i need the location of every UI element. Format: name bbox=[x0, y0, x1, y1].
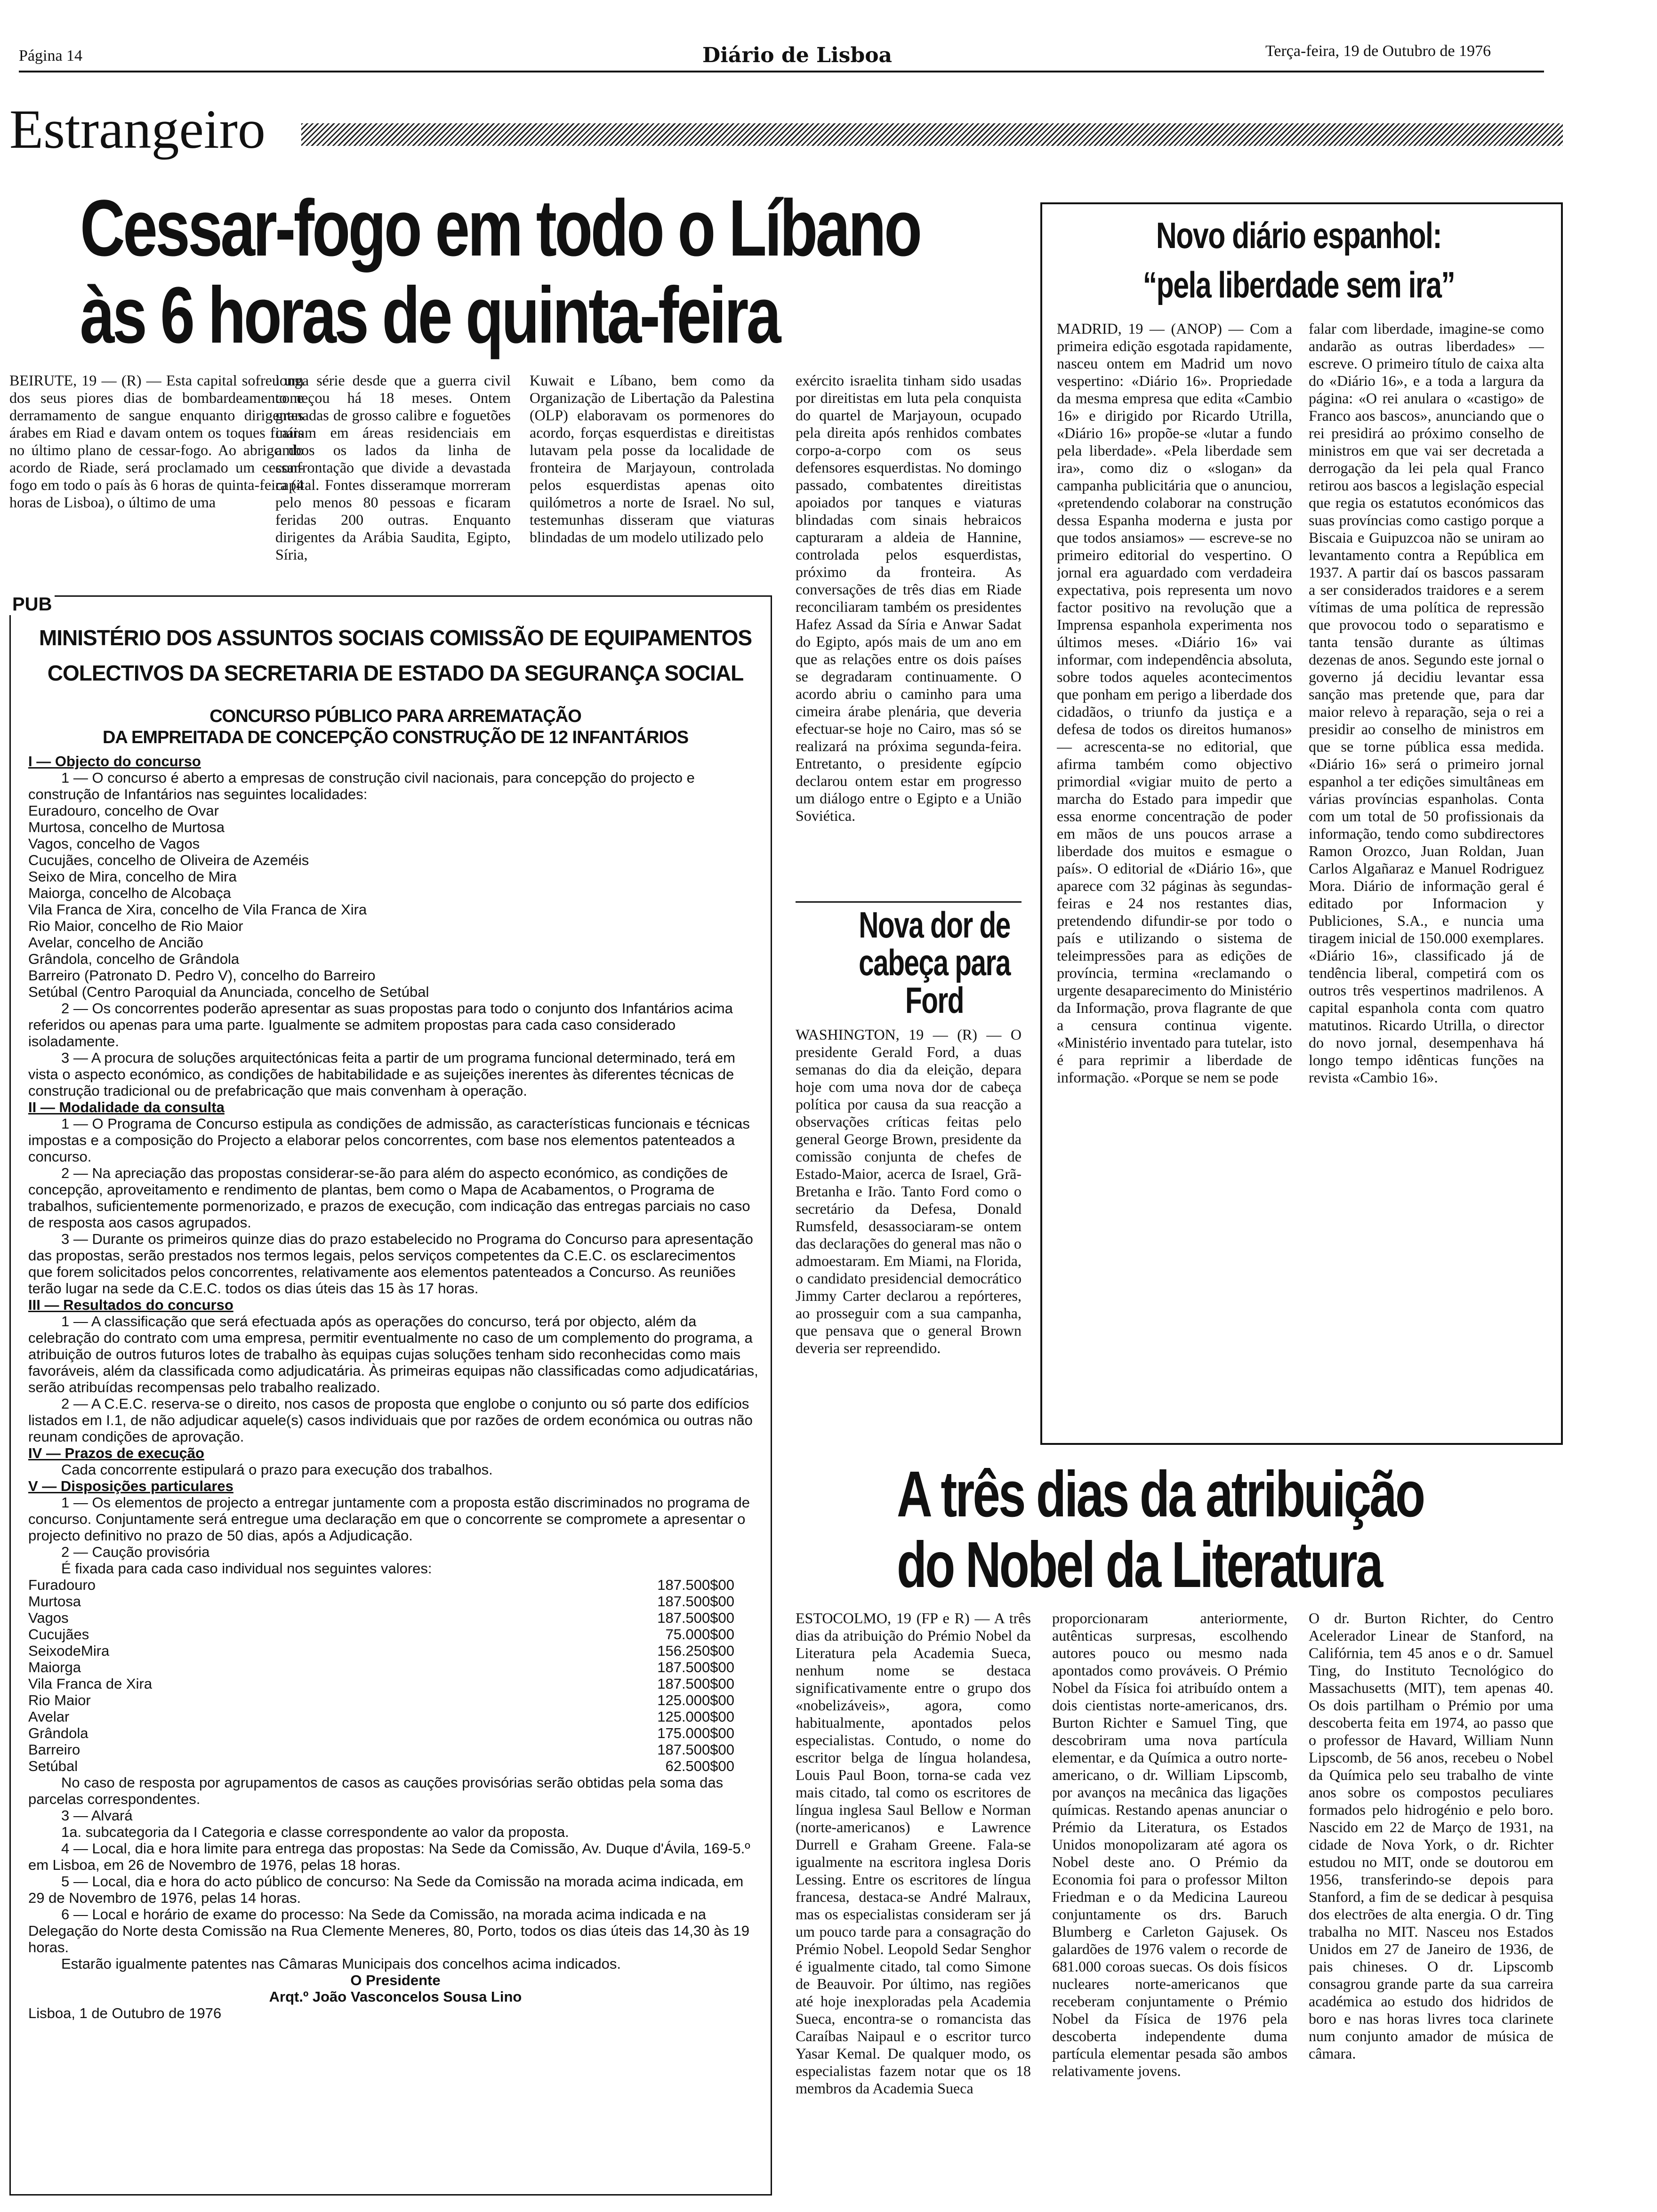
pub-location-item: Rio Maior, concelho de Rio Maior bbox=[28, 918, 243, 934]
pub-amount-value: 187.500$00 bbox=[657, 1593, 734, 1610]
pub-amount-place: Maiorga bbox=[28, 1659, 81, 1675]
pub-amount-place: Rio Maior bbox=[28, 1692, 91, 1708]
pub-location-item: Vila Franca de Xira, concelho de Vila Franca de Xira bbox=[28, 901, 367, 918]
spain-headline-line2: “pela liberdade sem ira” bbox=[1142, 264, 1455, 305]
pub-amount-place: Vagos bbox=[28, 1610, 69, 1626]
pub-sec5-p2b: É fixada para cada caso individual nos seguintes valores: bbox=[61, 1560, 432, 1577]
masthead-rule bbox=[19, 71, 1544, 72]
lebanon-column-1: BEIRUTE, 19 — (R) — Esta capital sofreu um dos seus piores dias de bombardeamento e derramamento de sangue enquanto dirigentes árabes em Riad e davam ontem os toques finais no último plano de cessar-fogo. Ao abrigo do acordo de Riade, será proclamado um cessar-fogo em todo o país às 6 horas de quinta-feira (4 horas de Lisboa), o último de uma bbox=[9, 372, 304, 511]
pub-location-item: Euradouro, concelho de Ovar bbox=[28, 802, 219, 819]
newspaper-name: Diário de Lisboa bbox=[697, 43, 898, 67]
pub-sec5-heading: V — Disposições particulares bbox=[28, 1478, 233, 1494]
lebanon-headline-line2: às 6 horas de quinta-feira bbox=[80, 271, 779, 360]
pub-amount-row bbox=[28, 1643, 734, 1659]
pub-amount-row bbox=[28, 1659, 734, 1675]
lebanon-column-4: exército israelita tinham sido usadas por direitistas em luta pela conquista do quartel de Marjayoun, ocupado pela direita após renhidos combates corpo-a-corpo com os seus defensores esquerdistas. No domingo passado, combatentes direitistas apoiados por tanques e viaturas blindadas com sinais hebraicos capturaram a aldeia de Hannine, controlada pelos esquerdistas, próximo da fronteira. As conversações de três dias em Riade reconciliaram também os presidentes Hafez Assad da Síria e Anwar Sadat do Egipto, após mais de um ano em que as relações entre os dois países se degradaram continuamente. O acordo abriu o caminho para uma cimeira árabe plenária, que deveria efectuar-se hoje no Cairo, mas só se realizará na próxima segunda-feira. Entretanto, o presidente egípcio declarou ontem estar em progresso um diálogo entre o Egipto e a União Soviética. bbox=[796, 372, 1022, 824]
nobel-headline-line2: do Nobel da Literatura bbox=[897, 1529, 1382, 1601]
pub-amount-place: Grândola bbox=[28, 1725, 88, 1741]
pub-sec1-p2: 2 — Os concorrentes poderão apresentar as suas propostas para todo o conjunto dos Infantários acima referidos ou apenas para uma parte. Igualmente se admitem propostas para cada caso considerado isoladamente. bbox=[28, 1000, 733, 1050]
section-title: Estrangeiro bbox=[9, 98, 265, 160]
pub-amount-row bbox=[28, 1610, 734, 1626]
nobel-column-1: ESTOCOLMO, 19 (FP e R) — A três dias da atribuição do Prémio Nobel da Literatura pela Academia Sueca, nenhum nome se destaca significativamente entre o grupo dos «nobelizáveis», agora, como habitualmente, apontados pelos especialistas. Contudo, o nome do escritor belga de língua holandesa, Louis Paul Boon, torna-se cada vez mais citado, tal como os escritores de língua inglesa Saul Bellow e Norman (norte-americanos) e Lawrence Durrell e Graham Greene. Fala-se igualmente na escritora inglesa Doris Lessing. Entre os escritores de língua francesa, destaca-se André Malraux, mas os especialistas consideram ser já um pouco tarde para a consagração do Prémio Nobel. Leopold Sedar Senghor é igualmente citado, tal como Simone de Beauvoir. Por último, nas regiões até hoje inexploradas pela Academia Sueca, encontra-se o romancista das Caraíbas Naipaul e o escritor turco Yasar Kemal. De qualquer modo, os especialistas fazem notar que os 18 membros da Academia Sueca bbox=[796, 1610, 1031, 2097]
pub-title-line2: COLECTIVOS DA SECRETARIA DE ESTADO DA SEGURANÇA SOCIAL bbox=[47, 661, 744, 685]
pub-sec5-p2: 2 — Caução provisória bbox=[61, 1544, 210, 1560]
pub-subtitle-line2: DA EMPREITADA DE CONCEPÇÃO CONSTRUÇÃO DE 12 INFANTÁRIOS bbox=[102, 728, 689, 747]
pub-amount-value: 62.500$00 bbox=[665, 1758, 734, 1774]
pub-amount-value: 187.500$00 bbox=[657, 1577, 734, 1593]
pub-sec1-p1: 1 — O concurso é aberto a empresas de construção civil nacionais, para concepção do projecto e construção de Infantários nas seguintes localidades: bbox=[28, 769, 695, 802]
pub-location-item: Grândola, concelho de Grândola bbox=[28, 951, 240, 967]
pub-amount-row bbox=[28, 1577, 734, 1593]
pub-location-item: Seixo de Mira, concelho de Mira bbox=[28, 868, 237, 885]
pub-sec1-heading: I — Objecto do concurso bbox=[28, 753, 201, 769]
spain-column-2: falar com liberdade, imagine-se como andarão as outras liberdades» — escreve. O primeiro título de caixa alta do «Diário 16», e a toda a largura da página: «O rei anulara o «castigo» de Franco aos bascos», anunciando que o rei presidirá ao próximo conselho de ministros em que vai ser decretada a derrogação da lei pela qual Franco retirou aos bascos a legislação especial que regia os estatutos económicos das suas províncias como castigo porque a Biscaia e Guipuzcoa não se uniram ao levantamento contra a República em 1937. A partir daí os bascos passaram a ser considerados traidores e a serem vítimas de uma política de repressão que provocou todo o separatismo e tanta tensão durante as últimas dezenas de anos. Segundo este jornal o governo já decidiu levantar essa sanção mas pretende que, para dar maior relevo à reparação, seja o rei a presidir ao conselho de ministros em que se torne pública essa medida. «Diário 16» será o primeiro jornal espanhol a ter edições simultâneas em várias províncias espanholas. Conta com um total de 50 profissionais da informação, tendo como subdirectores Ramon Orozco, Juan Roldan, Juan Carlos Algañaraz e Manuel Rodriguez Mora. Diário de informação geral é editado por Informacion y Publiciones, S.A., e nuncia uma tiragem inicial de 150.000 exemplares. «Diário 16», classificado já de tendência liberal, competirá com os outros três vespertinos madrilenos. A capital espanhola conta com quatro matutinos. Ricardo Utrilla, o director do novo jornal, desempenhava há longo tempo idênticas funções na revista «Cambio 16». bbox=[1309, 320, 1544, 1086]
pub-amount-value: 125.000$00 bbox=[657, 1692, 734, 1708]
pub-amount-row bbox=[28, 1725, 734, 1741]
pub-amount-place: Furadouro bbox=[28, 1577, 96, 1593]
pub-location-item: Barreiro (Patronato D. Pedro V), concelho do Barreiro bbox=[28, 967, 376, 984]
pub-amount-row bbox=[28, 1708, 734, 1725]
pub-amount-place: Murtosa bbox=[28, 1593, 81, 1610]
pub-location-list bbox=[28, 802, 763, 1000]
pub-sec3-p2: 2 — A C.E.C. reserva-se o direito, nos casos de proposta que englobe o conjunto ou só parte dos edifícios listados em I.1, de não adjudicar aquele(s) casos individuais que por razões de ordem económica ou outras não reunam condições de aprovação. bbox=[28, 1395, 753, 1445]
pub-amount-value: 175.000$00 bbox=[657, 1725, 734, 1741]
pub-amount-value: 75.000$00 bbox=[665, 1626, 734, 1643]
pub-amount-value: 125.000$00 bbox=[657, 1708, 734, 1725]
pub-amount-row bbox=[28, 1692, 734, 1708]
pub-amount-row bbox=[28, 1593, 734, 1610]
pub-signoff-role: O Presidente bbox=[350, 1972, 441, 1988]
pub-sec5-p3: 3 — Alvará bbox=[61, 1807, 133, 1824]
lebanon-column-2: longa série desde que a guerra civil começou há 18 meses. Ontem granadas de grosso calibre e foguetões caíram em áreas residenciais em ambos os lados da linha de confrontação que divide a devastada capital. Fontes disseramque morreram pelo menos 80 pessoas e ficaram feridas 200 outras. Enquanto dirigentes da Arábia Saudita, Egipto, Síria, bbox=[275, 372, 511, 563]
pub-sec5-p2c: No caso de resposta por agrupamentos de casos as cauções provisórias serão obtidas pela soma das parcelas correspondentes. bbox=[28, 1774, 724, 1807]
pub-sec5-p3b: 1a. subcategoria da I Categoria e classe correspondente ao valor da proposta. bbox=[61, 1824, 569, 1840]
pub-sec5-p4: 4 — Local, dia e hora limite para entrega das propostas: Na Sede da Comissão, Av. Duque d'Ávila, 169-5.º em Lisboa, em 26 de Novembro de 1976, pelas 18 horas. bbox=[28, 1840, 750, 1873]
ford-top-rule bbox=[796, 901, 1022, 903]
pub-sec2-p3: 3 — Durante os primeiros quinze dias do prazo estabelecido no Programa do Concurso para apresentação das propostas, serão prestados nos termos legais, pelos serviços competentes da C.E.C. os esclarecimentos que forem solicitados pelos concorrentes, relativamente aos elementos patenteados a Concurso. As reuniões terão lugar na sede da C.E.C. todos os dias úteis das 15 às 17 horas. bbox=[28, 1231, 753, 1297]
pub-amount-place: Barreiro bbox=[28, 1741, 80, 1758]
nobel-column-2: proporcionaram anteriormente, autênticas surpresas, escolhendo autores pouco ou mesmo nada apontados como prováveis. O Prémio Nobel da Física foi atribuído ontem a dois cientistas norte-americanos, drs. Burton Richter e Samuel Ting, que descobriram uma nova partícula elementar, e da Química a outro norte-americano, o dr. William Lipscomb, por avanços na mecânica das ligações químicas. Restando apenas anunciar o Prémio da Literatura, os Estados Unidos monopolizaram até agora os Nobel deste ano. O Prémio da Economia foi para o professor Milton Friedman e o da Medicina Laureou conjuntamente os drs. Baruch Blumberg e Carleton Gajusek. Os galardões de 1976 valem o recorde de 681.000 coroas suecas. Os dois físicos nucleares norte-americanos que receberam conjuntamente o Prémio Nobel da Física de 1976 pela descoberta independente duma partícula elementar pesada são ambos relativamente jovens. bbox=[1052, 1610, 1287, 2079]
pub-amount-place: Setúbal bbox=[28, 1758, 78, 1774]
pub-sec1-p3: 3 — A procura de soluções arquitectónicas feita a partir de um programa funcional determinado, terá em vista o aspecto económico, as condições de habitabilidade e as sujeições inerentes às diferentes técnicas de construção tradicional ou de prefabricação que mais convenham à operação. bbox=[28, 1050, 735, 1099]
pub-sec4-heading: IV — Prazos de execução bbox=[28, 1445, 204, 1461]
pub-sec3-p1: 1 — A classificação que será efectuada após as operações do concurso, terá por objecto, além da celebração do contrato com uma empresa, permitir eventualmente no caso de um complemento do programa, a atribuição de outros futuros lotes de trabalho às equipas cujas soluções tenham sido reconhecidas como mais favoráveis, além da classificada como adjudicatária. Às primeiras equipas não classificadas como adjudicatárias, serão atribuídas recompensas pelo trabalho realizado. bbox=[28, 1313, 758, 1395]
section-hatch-bar bbox=[301, 123, 1563, 146]
pub-body bbox=[28, 753, 763, 2021]
pub-amount-row bbox=[28, 1675, 734, 1692]
pub-place-date: Lisboa, 1 de Outubro de 1976 bbox=[28, 2005, 222, 2021]
pub-amount-value: 187.500$00 bbox=[657, 1659, 734, 1675]
pub-title-line1: MINISTÉRIO DOS ASSUNTOS SOCIAIS COMISSÃO DE EQUIPAMENTOS bbox=[39, 625, 752, 650]
nobel-headline-line1: A três dias da atribuição bbox=[897, 1458, 1424, 1531]
pub-location-item: Vagos, concelho de Vagos bbox=[28, 835, 200, 852]
pub-location-item: Cucujães, concelho de Oliveira de Azeméis bbox=[28, 852, 309, 868]
pub-sec2-p1: 1 — O Programa de Concurso estipula as condições de admissão, as características funcionais e técnicas impostas e a composição do Projecto a elaborar pelos concorrentes, com base nos elementos patenteados a concurso. bbox=[28, 1115, 750, 1165]
spain-column-1: MADRID, 19 — (ANOP) — Com a primeira edição esgotada rapidamente, nasceu ontem em Madrid um novo vespertino: «Diário 16». Propriedade da mesma empresa que edita «Cambio 16» e dirigido por Ricardo Utrilla, «Diário 16» propõe-se «lutar a fundo pela liberdade». «Pela liberdade sem ira», como diz o «slogan» da campanha publicitária que o anunciou, «pretendendo colaborar na construção dessa Espanha moderna e justa por que todos ansiamos» — escreve-se no primeiro editorial do vespertino. O jornal era aguardado com verdadeira expectativa, pois representa um novo factor positivo na revolução que a Imprensa espanhola experimenta nos últimos meses. «Diário 16» vai informar, com independência absoluta, sobre todos aqueles acontecimentos que ponham em perigo a liberdade dos cidadãos, o triunfo da justiça e a defesa de todos os direitos humanos» — acrescenta-se no editorial, que afirma também como objectivo primordial «vigiar muito de perto a marcha do Estado para impedir que essa enorme concentração de poder em mãos de uns poucos arrase a liberdade dos muitos e esmague o país». O editorial de «Diário 16», que aparece com 32 páginas às segundas-feiras e 24 nos restantes dias, pretendendo difundir-se por todo o país e utilizando o sistema de teleimpressões para as edições de província, termina «reclamando o urgente desaparecimento do Ministério da Informação, prova flagrante de que a censura continua vigente. «Ministério inventado para tutelar, isto é para reprimir a liberdade de informação. «Porque se nem se pode bbox=[1057, 320, 1292, 1086]
pub-location-item: Murtosa, concelho de Murtosa bbox=[28, 819, 225, 835]
lebanon-column-3: Kuwait e Líbano, bem como da Organização de Libertação da Palestina (OLP) elaboravam os pormenores do acordo, forças esquerdistas e direitistas lutavam pela posse da localidade de fronteira de Marjayoun, controlada pelos esquerdistas apenas oito quilómetros a norte de Israel. No sul, testemunhas disseram que viaturas blindadas de um modelo utilizado pelo bbox=[530, 372, 774, 545]
pub-amount-row bbox=[28, 1758, 734, 1774]
pub-location-item: Avelar, concelho de Ancião bbox=[28, 934, 203, 951]
pub-amount-value: 187.500$00 bbox=[657, 1675, 734, 1692]
pub-amount-place: SeixodeMira bbox=[28, 1643, 110, 1659]
pub-amount-place: Vila Franca de Xira bbox=[28, 1675, 153, 1692]
issue-date: Terça-feira, 19 de Outubro de 1976 bbox=[1262, 42, 1495, 60]
pub-sec2-p2: 2 — Na apreciação das propostas considerar-se-ão para além do aspecto económico, as condições de concepção, aproveitamento e rendimento de plantas, bem como o Mapa de Acabamentos, o Programa de trabalhos, suficientemente pormenorizado, e prazos de execução, com indicação das entregas parciais no caso de resposta aos casos agrupados. bbox=[28, 1165, 750, 1231]
pub-sec2-heading: II — Modalidade da consulta bbox=[28, 1099, 225, 1115]
pub-amount-row bbox=[28, 1741, 734, 1758]
pub-sec4-p1: Cada concorrente estipulará o prazo para execução dos trabalhos. bbox=[61, 1461, 493, 1478]
pub-amount-table bbox=[28, 1577, 763, 1774]
pub-location-item: Setúbal (Centro Paroquial da Anunciada, concelho de Setúbal bbox=[28, 984, 429, 1000]
nobel-column-3: O dr. Burton Richter, do Centro Acelerador Linear de Stanford, na Califórnia, tem 45 anos e o dr. Samuel Ting, do Instituto Tecnológico do Massachusetts (MIT), tem apenas 40. Os dois partilham o Prémio por uma descoberta feita em 1974, ao passo que o professor de Havard, William Nunn Lipscomb, de 56 anos, recebeu o Nobel da Química pelo seu trabalho de vinte anos sobre os compostos peculiares formados pelo hidrogénio e pelo boro. Nascido em 22 de Março de 1931, na cidade de Nova York, o dr. Richter estudou no MIT, onde se doutorou em 1956, transferindo-se depois para Stanford, a fim de se dedicar à pesquisa dos electrões de alta energia. O dr. Ting trabalha no MIT. Nasceu nos Estados Unidos em 27 de Janeiro de 1936, de pais chineses. O dr. Lipscomb consagrou grande parte da sua carreira académica ao estudo dos hidridos de boro e nas horas livres toca clarinete num conjunto amador de música de câmara. bbox=[1309, 1610, 1553, 2062]
pub-amount-row bbox=[28, 1626, 734, 1643]
pub-location-item: Maiorga, concelho de Alcobaça bbox=[28, 885, 231, 901]
pub-sec3-heading: III — Resultados do concurso bbox=[28, 1297, 233, 1313]
ford-body: WASHINGTON, 19 — (R) — O presidente Gerald Ford, a duas semanas do dia da eleição, depara hoje com uma nova dor de cabeça política por causa da sua reacção a observações críticas feitas pelo general George Brown, presidente da comissão conjunta de chefes de Estado-Maior, acerca de Israel, Grã-Bretanha e Irão. Tanto Ford como o secretário da Defesa, Donald Rumsfeld, desassociaram-se ontem das declarações do general mas não o admoestaram. Em Miami, na Florida, o candidato presidencial democrático Jimmy Carter declarou a repórteres, ao prosseguir com a sua campanha, que pensava que o general Brown deveria ser repreendido. bbox=[796, 1026, 1022, 1356]
pub-sec5-p1: 1 — Os elementos de projecto a entregar juntamente com a proposta estão discriminados no programa de concurso. Conjuntamente será entregue uma declaração em que o concorrente se compromete a apresentar o projecto definitivo no prazo de 50 dias, após a Adjudicação. bbox=[28, 1494, 750, 1544]
pub-amount-place: Avelar bbox=[28, 1708, 70, 1725]
pub-amount-value: 187.500$00 bbox=[657, 1741, 734, 1758]
pub-sec5-p5: 5 — Local, dia e hora do acto público de concurso: Na Sede da Comissão na morada acima indicada, em 29 de Novembro de 1976, pelas 14 horas. bbox=[28, 1873, 744, 1906]
pub-amount-place: Cucujães bbox=[28, 1626, 89, 1643]
pub-amount-value: 187.500$00 bbox=[657, 1610, 734, 1626]
pub-subtitle-line1: CONCURSO PÚBLICO PARA ARREMATAÇÃO bbox=[209, 706, 581, 726]
page-number: Página 14 bbox=[19, 47, 83, 64]
spain-headline-line1: Novo diário espanhol: bbox=[1156, 215, 1442, 256]
ford-headline: Nova dor de cabeça para Ford bbox=[859, 904, 1010, 1021]
pub-sec5-p6: 6 — Local e horário de exame do processo: Na Sede da Comissão, na morada acima indicada e na Delegação do Norte desta Comissão na Rua Clemente Meneres, 80, Porto, todos os dias úteis das 14,30 às 19 horas. bbox=[28, 1906, 749, 1956]
pub-tag: PUB bbox=[9, 594, 55, 615]
pub-amount-value: 156.250$00 bbox=[657, 1643, 734, 1659]
pub-sec5-p7: Estarão igualmente patentes nas Câmaras Municipais dos concelhos acima indicados. bbox=[61, 1956, 621, 1972]
pub-signoff-name: Arqt.º João Vasconcelos Sousa Lino bbox=[269, 1988, 522, 2005]
lebanon-headline-line1: Cessar-fogo em todo o Líbano bbox=[80, 184, 920, 273]
